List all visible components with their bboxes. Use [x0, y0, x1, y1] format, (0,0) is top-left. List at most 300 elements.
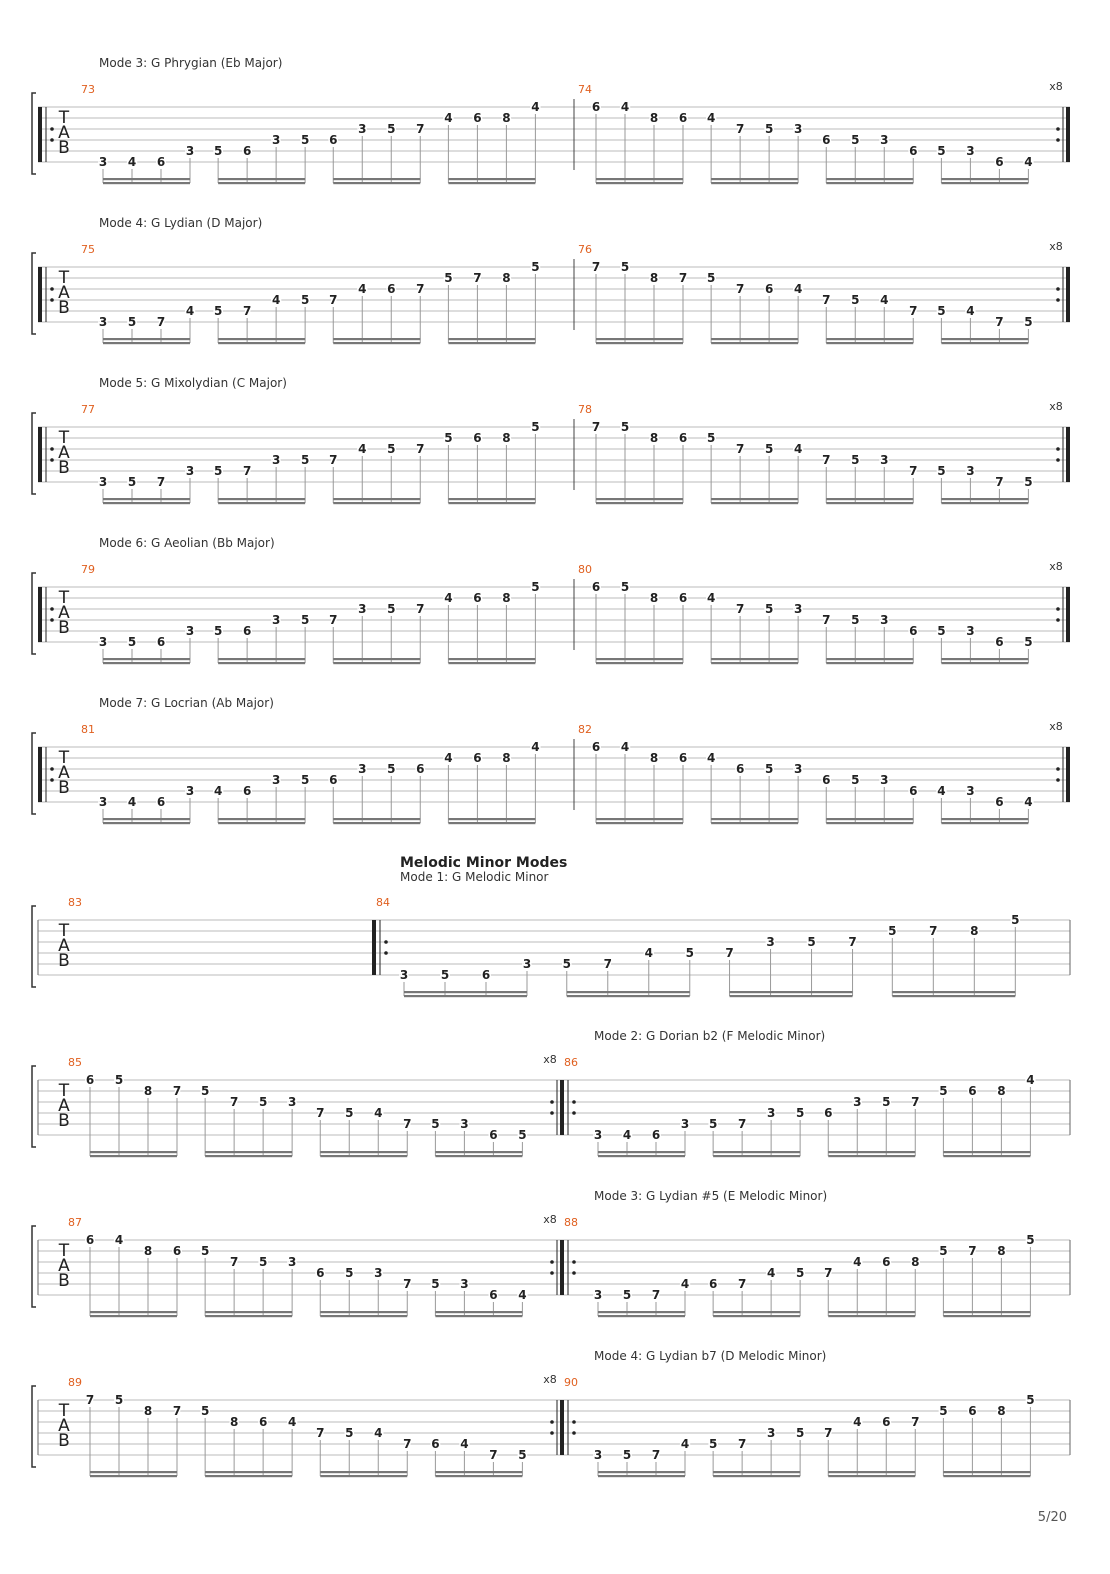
fret-number: 7 — [172, 1404, 182, 1418]
fret-number: 4 — [880, 293, 889, 307]
beam — [218, 502, 305, 504]
beam — [103, 498, 190, 500]
fret-number: 7 — [242, 304, 252, 318]
fret-number: 3 — [374, 1266, 383, 1280]
fret-number: 3 — [271, 453, 281, 467]
fret-number: 4 — [706, 591, 716, 605]
beam — [448, 502, 535, 504]
fret-number: 7 — [737, 1117, 747, 1131]
repeat-dot — [1056, 767, 1060, 771]
fret-number: 7 — [316, 1426, 325, 1440]
fret-number: 3 — [98, 475, 108, 489]
fret-number: 6 — [822, 773, 831, 787]
fret-number: 8 — [229, 1415, 239, 1429]
beam — [596, 658, 683, 660]
tab-clef-letter: A — [58, 936, 70, 956]
fret-number: 5 — [1026, 1393, 1035, 1407]
fret-number: 6 — [995, 635, 1004, 649]
fret-number: 5 — [795, 1106, 805, 1120]
repeat-thick-bar — [1066, 427, 1070, 482]
fret-number: 5 — [851, 773, 860, 787]
fret-number: 6 — [473, 751, 482, 765]
fret-number: 4 — [766, 1266, 776, 1280]
fret-number: 5 — [939, 1084, 948, 1098]
fret-number: 5 — [1024, 475, 1033, 489]
fret-number: 7 — [416, 122, 425, 136]
fret-number: 3 — [185, 624, 195, 638]
beam — [333, 822, 420, 824]
beam — [596, 178, 683, 180]
fret-number: 3 — [271, 613, 281, 627]
beam — [943, 1155, 1030, 1157]
beam — [730, 995, 853, 997]
mode-heading: Mode 1: G Melodic Minor — [400, 870, 549, 884]
fret-number: 3 — [358, 602, 367, 616]
section-title: Melodic Minor Modes — [400, 855, 568, 871]
repeat-dot — [50, 607, 54, 611]
tab-system — [32, 536, 1070, 664]
tab-clef-letter: A — [58, 1416, 70, 1436]
beam — [711, 818, 798, 820]
beam — [435, 1155, 522, 1157]
measure-number: 85 — [68, 1056, 82, 1069]
beam — [826, 822, 913, 824]
repeat-dot — [550, 1260, 554, 1264]
beam — [828, 1155, 915, 1157]
fret-number: 3 — [185, 144, 195, 158]
beam — [448, 182, 535, 184]
beam — [320, 1315, 407, 1317]
tab-clef-letter: A — [58, 123, 70, 143]
fret-number: 6 — [242, 624, 252, 638]
beam — [941, 658, 1028, 660]
fret-number: 5 — [764, 602, 774, 616]
repeat-thick-bar — [38, 267, 42, 322]
fret-number: 5 — [345, 1106, 354, 1120]
fret-number: 6 — [824, 1106, 833, 1120]
beam — [598, 1315, 685, 1317]
fret-number: 7 — [403, 1117, 412, 1131]
repeat-dot — [1056, 458, 1060, 462]
measure-number: 77 — [81, 403, 95, 416]
tab-clef-letter: B — [58, 778, 70, 798]
fret-number: 4 — [793, 282, 803, 296]
repeat-thick-bar — [1066, 747, 1070, 802]
fret-number: 5 — [345, 1266, 354, 1280]
mode-heading: Mode 5: G Mixolydian (C Major) — [99, 376, 287, 390]
fret-number: 5 — [882, 1095, 891, 1109]
beam — [448, 338, 535, 340]
beam — [320, 1155, 407, 1157]
beam — [711, 338, 798, 340]
mode-heading: Mode 4: G Lydian (D Major) — [99, 216, 263, 230]
measure-number: 79 — [81, 563, 95, 576]
fret-number: 5 — [1024, 635, 1033, 649]
fret-number: 7 — [329, 453, 338, 467]
fret-number: 5 — [387, 442, 396, 456]
fret-number: 5 — [708, 1117, 718, 1131]
beam — [435, 1475, 522, 1477]
fret-number: 5 — [518, 1448, 527, 1462]
beam — [448, 178, 535, 180]
fret-number: 5 — [387, 122, 396, 136]
beam — [90, 1315, 177, 1317]
beam — [941, 822, 1028, 824]
fret-number: 5 — [1026, 1233, 1035, 1247]
tab-clef-letter: A — [58, 603, 70, 623]
beam — [448, 498, 535, 500]
fret-number: 3 — [680, 1117, 690, 1131]
fret-number: 3 — [593, 1448, 603, 1462]
beam — [598, 1151, 685, 1153]
beam — [596, 662, 683, 664]
beam — [596, 822, 683, 824]
fret-number: 7 — [735, 602, 745, 616]
fret-number: 5 — [620, 260, 630, 274]
fret-number: 6 — [909, 624, 918, 638]
tab-clef-letter: T — [58, 108, 70, 128]
repeat-dot — [572, 1111, 576, 1115]
repeat-count: x8 — [1049, 80, 1063, 93]
mode-heading: Mode 3: G Lydian #5 (E Melodic Minor) — [594, 1189, 828, 1203]
fret-number: 6 — [329, 133, 338, 147]
repeat-thick-bar — [560, 1080, 564, 1135]
beam — [103, 342, 190, 344]
beam — [448, 662, 535, 664]
repeat-dot — [50, 138, 54, 142]
fret-number: 5 — [937, 464, 946, 478]
beam — [435, 1311, 522, 1313]
tab-clef-letter: T — [58, 1241, 70, 1261]
fret-number: 6 — [172, 1244, 182, 1258]
tab-clef-letter: T — [58, 921, 70, 941]
fret-number: 6 — [708, 1277, 718, 1291]
fret-number: 3 — [966, 784, 975, 798]
beam — [826, 818, 913, 820]
repeat-dot — [1056, 618, 1060, 622]
repeat-dot — [550, 1271, 554, 1275]
fret-number: 6 — [156, 635, 166, 649]
fret-number: 3 — [271, 133, 281, 147]
beam — [711, 502, 798, 504]
fret-number: 5 — [213, 144, 223, 158]
fret-number: 8 — [997, 1244, 1006, 1258]
fret-number: 7 — [156, 315, 166, 329]
fret-number: 7 — [403, 1437, 412, 1451]
fret-number: 5 — [300, 613, 310, 627]
repeat-dot — [572, 1271, 576, 1275]
fret-number: 6 — [156, 155, 166, 169]
repeat-dot — [550, 1431, 554, 1435]
fret-number: 4 — [853, 1415, 862, 1429]
fret-number: 5 — [300, 453, 310, 467]
fret-number: 7 — [403, 1277, 412, 1291]
fret-number: 7 — [416, 282, 425, 296]
repeat-count: x8 — [1049, 240, 1063, 253]
tab-clef-letter: T — [58, 428, 70, 448]
measure-number: 74 — [578, 83, 592, 96]
fret-number: 7 — [156, 475, 166, 489]
fret-number: 3 — [766, 1106, 776, 1120]
fret-number: 6 — [85, 1073, 95, 1087]
fret-number: 5 — [387, 602, 396, 616]
fret-number: 3 — [880, 613, 889, 627]
repeat-count: x8 — [1049, 560, 1063, 573]
tab-clef-letter: T — [58, 1401, 70, 1421]
fret-number: 4 — [531, 740, 540, 754]
system-bracket — [32, 93, 36, 174]
fret-number: 6 — [678, 591, 688, 605]
beam — [941, 498, 1028, 500]
repeat-dot — [50, 458, 54, 462]
beam — [711, 822, 798, 824]
fret-number: 5 — [531, 580, 540, 594]
fret-number: 6 — [995, 155, 1004, 169]
mode-heading: Mode 7: G Locrian (Ab Major) — [99, 696, 274, 710]
beam — [435, 1151, 522, 1153]
fret-number: 5 — [1024, 315, 1033, 329]
fret-number: 3 — [593, 1128, 603, 1142]
fret-number: 7 — [85, 1393, 95, 1407]
beam — [448, 822, 535, 824]
fret-number: 4 — [127, 795, 137, 809]
beam — [713, 1155, 800, 1157]
fret-number: 5 — [807, 935, 816, 949]
tab-clef-letter: B — [58, 618, 70, 638]
beam — [320, 1471, 407, 1473]
fret-number: 6 — [882, 1415, 891, 1429]
fret-number: 8 — [997, 1404, 1006, 1418]
system-bracket — [32, 1386, 36, 1467]
beam — [598, 1155, 685, 1157]
fret-number: 8 — [143, 1084, 153, 1098]
fret-number: 3 — [287, 1095, 297, 1109]
fret-number: 5 — [213, 624, 223, 638]
fret-number: 6 — [431, 1437, 440, 1451]
beam — [596, 498, 683, 500]
fret-number: 4 — [620, 740, 630, 754]
tab-clef-letter: B — [58, 298, 70, 318]
repeat-dot — [572, 1100, 576, 1104]
fret-number: 4 — [853, 1255, 862, 1269]
beam — [713, 1315, 800, 1317]
fret-number: 7 — [909, 464, 918, 478]
beam — [711, 658, 798, 660]
fret-number: 6 — [387, 282, 396, 296]
beam — [205, 1151, 292, 1153]
repeat-dot — [1056, 607, 1060, 611]
beam — [218, 342, 305, 344]
fret-number: 6 — [329, 773, 338, 787]
beam — [205, 1475, 292, 1477]
beam — [567, 995, 690, 997]
beam — [90, 1475, 177, 1477]
repeat-dot — [1056, 127, 1060, 131]
tab-clef-letter: A — [58, 1256, 70, 1276]
fret-number: 6 — [473, 591, 482, 605]
tab-system — [32, 56, 1070, 184]
fret-number: 8 — [649, 591, 659, 605]
beam — [90, 1471, 177, 1473]
beam — [941, 338, 1028, 340]
measure-number: 81 — [81, 723, 95, 736]
repeat-count: x8 — [1049, 720, 1063, 733]
beam — [333, 498, 420, 500]
fret-number: 6 — [416, 762, 425, 776]
fret-number: 5 — [706, 431, 716, 445]
system-bracket — [32, 573, 36, 654]
fret-number: 3 — [593, 1288, 603, 1302]
fret-number: 7 — [911, 1415, 920, 1429]
fret-number: 5 — [939, 1244, 948, 1258]
fret-number: 5 — [706, 271, 716, 285]
beam — [730, 991, 853, 993]
fret-number: 3 — [522, 957, 532, 971]
repeat-count: x8 — [543, 1213, 557, 1226]
fret-number: 6 — [968, 1404, 977, 1418]
beam — [828, 1471, 915, 1473]
fret-number: 6 — [909, 144, 918, 158]
repeat-dot — [384, 951, 388, 955]
fret-number: 7 — [822, 613, 831, 627]
repeat-thick-bar — [38, 747, 42, 802]
fret-number: 6 — [822, 133, 831, 147]
mode-heading: Mode 6: G Aeolian (Bb Major) — [99, 536, 275, 550]
fret-number: 8 — [502, 271, 511, 285]
tab-clef-letter: A — [58, 763, 70, 783]
fret-number: 8 — [502, 111, 511, 125]
fret-number: 8 — [649, 271, 659, 285]
beam — [205, 1155, 292, 1157]
fret-number: 7 — [316, 1106, 325, 1120]
fret-number: 3 — [793, 602, 803, 616]
fret-number: 6 — [678, 431, 688, 445]
fret-number: 6 — [316, 1266, 325, 1280]
measure-number: 82 — [578, 723, 592, 736]
tab-clef-letter: B — [58, 951, 70, 971]
fret-number: 5 — [200, 1244, 210, 1258]
repeat-dot — [50, 778, 54, 782]
beam — [826, 658, 913, 660]
measure-number: 86 — [564, 1056, 578, 1069]
beam — [103, 178, 190, 180]
fret-number: 5 — [1011, 913, 1020, 927]
beam — [941, 818, 1028, 820]
beam — [205, 1311, 292, 1313]
fret-number: 5 — [708, 1437, 718, 1451]
fret-number: 7 — [651, 1448, 661, 1462]
fret-number: 6 — [489, 1288, 498, 1302]
fret-number: 3 — [460, 1277, 469, 1291]
fret-number: 5 — [431, 1277, 440, 1291]
fret-number: 5 — [851, 613, 860, 627]
beam — [711, 342, 798, 344]
fret-number: 3 — [880, 773, 889, 787]
fret-number: 6 — [473, 111, 482, 125]
fret-number: 4 — [1024, 795, 1033, 809]
fret-number: 5 — [127, 475, 137, 489]
tab-clef-letter: B — [58, 138, 70, 158]
beam — [218, 658, 305, 660]
beam — [103, 822, 190, 824]
fret-number: 4 — [287, 1415, 297, 1429]
fret-number: 4 — [518, 1288, 527, 1302]
beam — [218, 338, 305, 340]
repeat-dot — [572, 1260, 576, 1264]
beam — [218, 178, 305, 180]
fret-number: 7 — [229, 1095, 239, 1109]
tab-clef-letter: B — [58, 458, 70, 478]
beam — [713, 1475, 800, 1477]
fret-number: 3 — [966, 464, 975, 478]
fret-number: 5 — [300, 293, 310, 307]
fret-number: 7 — [329, 293, 338, 307]
tab-clef-letter: A — [58, 283, 70, 303]
beam — [711, 178, 798, 180]
beam — [941, 182, 1028, 184]
fret-number: 5 — [795, 1426, 805, 1440]
tab-system — [32, 1189, 1070, 1317]
fret-number: 6 — [678, 111, 688, 125]
beam — [596, 182, 683, 184]
beam — [218, 662, 305, 664]
repeat-dot — [384, 940, 388, 944]
beam — [941, 502, 1028, 504]
fret-number: 3 — [460, 1117, 469, 1131]
fret-number: 4 — [127, 155, 137, 169]
system-bracket — [32, 413, 36, 494]
fret-number: 7 — [995, 475, 1004, 489]
beam — [567, 991, 690, 993]
fret-number: 4 — [937, 784, 946, 798]
repeat-thick-bar — [1066, 107, 1070, 162]
fret-number: 7 — [822, 293, 831, 307]
fret-number: 6 — [591, 740, 601, 754]
fret-number: 4 — [531, 100, 540, 114]
repeat-dot — [50, 767, 54, 771]
fret-number: 7 — [725, 946, 734, 960]
beam — [826, 662, 913, 664]
beam — [218, 182, 305, 184]
fret-number: 8 — [911, 1255, 920, 1269]
fret-number: 5 — [764, 442, 774, 456]
beam — [90, 1311, 177, 1313]
beam — [90, 1155, 177, 1157]
beam — [333, 342, 420, 344]
fret-number: 3 — [358, 762, 367, 776]
fret-number: 3 — [880, 133, 889, 147]
fret-number: 5 — [622, 1288, 632, 1302]
system-bracket — [32, 1066, 36, 1147]
fret-number: 3 — [98, 315, 108, 329]
fret-number: 3 — [966, 624, 975, 638]
fret-number: 5 — [127, 635, 137, 649]
fret-number: 7 — [329, 613, 338, 627]
measure-number: 84 — [376, 896, 390, 909]
fret-number: 7 — [735, 442, 745, 456]
system-bracket — [32, 733, 36, 814]
mode-heading: Mode 3: G Phrygian (Eb Major) — [99, 56, 283, 70]
repeat-thick-bar — [38, 427, 42, 482]
fret-number: 7 — [473, 271, 482, 285]
fret-number: 5 — [937, 144, 946, 158]
fret-number: 3 — [793, 122, 803, 136]
beam — [333, 178, 420, 180]
fret-number: 4 — [271, 293, 281, 307]
fret-number: 8 — [970, 924, 979, 938]
tab-clef-letter: T — [58, 748, 70, 768]
measure-number: 73 — [81, 83, 95, 96]
